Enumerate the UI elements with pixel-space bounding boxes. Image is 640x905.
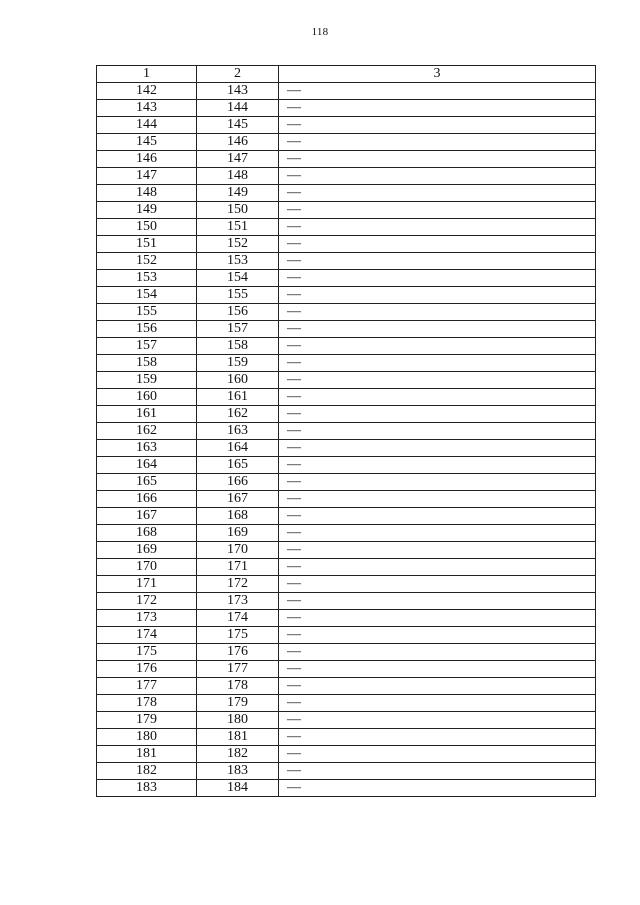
table-cell-col2: 173 xyxy=(197,593,279,610)
table-row xyxy=(97,661,596,678)
table-row xyxy=(97,678,596,695)
table-cell-col3: — xyxy=(279,202,596,219)
table-cell-col2: 161 xyxy=(197,389,279,406)
table-cell-col1: 153 xyxy=(97,270,197,287)
table-cell-col1: 142 xyxy=(97,83,197,100)
table-cell-col2: 175 xyxy=(197,627,279,644)
table-cell-col3: — xyxy=(279,712,596,729)
table-row xyxy=(97,542,596,559)
table-cell-col3: — xyxy=(279,661,596,678)
table-cell-col3: — xyxy=(279,729,596,746)
table-row xyxy=(97,372,596,389)
table-cell-col3: — xyxy=(279,576,596,593)
table-row xyxy=(97,627,596,644)
table-cell-col2: 177 xyxy=(197,661,279,678)
table-row xyxy=(97,763,596,780)
table-cell-col1: 150 xyxy=(97,219,197,236)
table-row xyxy=(97,219,596,236)
table-cell-col2: 156 xyxy=(197,304,279,321)
table-cell-col3: — xyxy=(279,678,596,695)
table-cell-col3: — xyxy=(279,321,596,338)
table-cell-col1: 160 xyxy=(97,389,197,406)
table-cell-col1: 161 xyxy=(97,406,197,423)
table-cell-col3: — xyxy=(279,134,596,151)
table-cell-col3: — xyxy=(279,610,596,627)
table-cell-col2: 153 xyxy=(197,253,279,270)
table-row xyxy=(97,338,596,355)
table-cell-col2: 149 xyxy=(197,185,279,202)
table-row xyxy=(97,559,596,576)
page-number: 118 xyxy=(311,26,329,38)
table-cell-col2: 164 xyxy=(197,440,279,457)
table-cell-col1: 147 xyxy=(97,168,197,185)
table-row xyxy=(97,440,596,457)
table-row xyxy=(97,780,596,797)
table-cell-col2: 154 xyxy=(197,270,279,287)
table-row xyxy=(97,134,596,151)
column-header-1: 1 xyxy=(97,66,197,83)
table-cell-col3: — xyxy=(279,185,596,202)
table-cell-col3: — xyxy=(279,746,596,763)
table-row xyxy=(97,695,596,712)
table-cell-col3: — xyxy=(279,644,596,661)
table-row xyxy=(97,525,596,542)
table-cell-col2: 155 xyxy=(197,287,279,304)
column-header-3: 3 xyxy=(279,66,596,83)
header-row xyxy=(97,66,596,83)
table-row xyxy=(97,168,596,185)
table-cell-col3: — xyxy=(279,355,596,372)
table-row xyxy=(97,100,596,117)
table-cell-col2: 181 xyxy=(197,729,279,746)
table-cell-col1: 145 xyxy=(97,134,197,151)
table-cell-col1: 165 xyxy=(97,474,197,491)
column-header-2: 2 xyxy=(197,66,279,83)
table-row xyxy=(97,389,596,406)
table-cell-col2: 143 xyxy=(197,83,279,100)
table-cell-col3: — xyxy=(279,593,596,610)
table-cell-col1: 162 xyxy=(97,423,197,440)
table-cell-col1: 177 xyxy=(97,678,197,695)
table-cell-col1: 183 xyxy=(97,780,197,797)
table-cell-col3: — xyxy=(279,168,596,185)
table-cell-col1: 152 xyxy=(97,253,197,270)
table-cell-col1: 172 xyxy=(97,593,197,610)
table-row xyxy=(97,508,596,525)
table-cell-col2: 146 xyxy=(197,134,279,151)
table-row xyxy=(97,185,596,202)
table-row xyxy=(97,423,596,440)
table-cell-col3: — xyxy=(279,491,596,508)
table-cell-col2: 182 xyxy=(197,746,279,763)
table-cell-col1: 181 xyxy=(97,746,197,763)
table-cell-col2: 179 xyxy=(197,695,279,712)
table-row xyxy=(97,474,596,491)
table-cell-col2: 157 xyxy=(197,321,279,338)
table-cell-col1: 180 xyxy=(97,729,197,746)
table-row xyxy=(97,83,596,100)
table-cell-col3: — xyxy=(279,559,596,576)
table-cell-col3: — xyxy=(279,372,596,389)
table-cell-col1: 175 xyxy=(97,644,197,661)
table-row xyxy=(97,117,596,134)
table-cell-col3: — xyxy=(279,100,596,117)
table-row xyxy=(97,287,596,304)
table-row xyxy=(97,491,596,508)
table-cell-col1: 182 xyxy=(97,763,197,780)
data-table xyxy=(96,65,596,797)
table-cell-col2: 144 xyxy=(197,100,279,117)
table-cell-col3: — xyxy=(279,219,596,236)
table-row xyxy=(97,593,596,610)
table-cell-col3: — xyxy=(279,406,596,423)
table-cell-col3: — xyxy=(279,474,596,491)
table-cell-col3: — xyxy=(279,338,596,355)
table-cell-col1: 143 xyxy=(97,100,197,117)
table-row xyxy=(97,304,596,321)
table-cell-col3: — xyxy=(279,389,596,406)
table-cell-col3: — xyxy=(279,508,596,525)
table-row xyxy=(97,746,596,763)
table-cell-col3: — xyxy=(279,83,596,100)
table-row xyxy=(97,729,596,746)
table-cell-col3: — xyxy=(279,763,596,780)
table-cell-col2: 169 xyxy=(197,525,279,542)
table-cell-col3: — xyxy=(279,287,596,304)
table-cell-col2: 152 xyxy=(197,236,279,253)
table-cell-col1: 163 xyxy=(97,440,197,457)
table-cell-col2: 160 xyxy=(197,372,279,389)
table-cell-col3: — xyxy=(279,304,596,321)
table-header xyxy=(97,66,596,83)
table-body xyxy=(97,83,596,797)
table-cell-col1: 155 xyxy=(97,304,197,321)
table-cell-col1: 166 xyxy=(97,491,197,508)
table-row xyxy=(97,151,596,168)
table-cell-col1: 178 xyxy=(97,695,197,712)
table-cell-col2: 184 xyxy=(197,780,279,797)
table-cell-col1: 173 xyxy=(97,610,197,627)
table-cell-col2: 145 xyxy=(197,117,279,134)
table-row xyxy=(97,253,596,270)
table-cell-col2: 168 xyxy=(197,508,279,525)
table-cell-col1: 167 xyxy=(97,508,197,525)
table-cell-col1: 149 xyxy=(97,202,197,219)
table-cell-col2: 178 xyxy=(197,678,279,695)
table-row xyxy=(97,236,596,253)
table-cell-col2: 165 xyxy=(197,457,279,474)
table-cell-col3: — xyxy=(279,780,596,797)
table-cell-col2: 176 xyxy=(197,644,279,661)
table-cell-col1: 146 xyxy=(97,151,197,168)
table-row xyxy=(97,576,596,593)
table-cell-col2: 183 xyxy=(197,763,279,780)
table-cell-col3: — xyxy=(279,117,596,134)
table-cell-col2: 159 xyxy=(197,355,279,372)
table-row xyxy=(97,610,596,627)
table-cell-col3: — xyxy=(279,525,596,542)
table-cell-col1: 156 xyxy=(97,321,197,338)
table-cell-col2: 162 xyxy=(197,406,279,423)
table-cell-col3: — xyxy=(279,151,596,168)
table-cell-col1: 144 xyxy=(97,117,197,134)
table-cell-col2: 147 xyxy=(197,151,279,168)
table-cell-col1: 174 xyxy=(97,627,197,644)
table-cell-col2: 180 xyxy=(197,712,279,729)
table-cell-col2: 171 xyxy=(197,559,279,576)
table-cell-col2: 163 xyxy=(197,423,279,440)
table-cell-col2: 150 xyxy=(197,202,279,219)
table-cell-col1: 158 xyxy=(97,355,197,372)
table-cell-col3: — xyxy=(279,457,596,474)
table-cell-col1: 159 xyxy=(97,372,197,389)
table-cell-col1: 168 xyxy=(97,525,197,542)
table-cell-col3: — xyxy=(279,542,596,559)
table-cell-col2: 172 xyxy=(197,576,279,593)
table-cell-col3: — xyxy=(279,695,596,712)
table-cell-col3: — xyxy=(279,270,596,287)
table-cell-col2: 167 xyxy=(197,491,279,508)
table-cell-col3: — xyxy=(279,423,596,440)
table-cell-col1: 171 xyxy=(97,576,197,593)
table-cell-col1: 179 xyxy=(97,712,197,729)
table-row xyxy=(97,644,596,661)
table-cell-col1: 154 xyxy=(97,287,197,304)
table-row xyxy=(97,712,596,729)
table-row xyxy=(97,457,596,474)
table-row xyxy=(97,270,596,287)
table-cell-col3: — xyxy=(279,253,596,270)
table-cell-col3: — xyxy=(279,627,596,644)
table-cell-col1: 170 xyxy=(97,559,197,576)
table-cell-col2: 174 xyxy=(197,610,279,627)
table-cell-col1: 151 xyxy=(97,236,197,253)
table-row xyxy=(97,406,596,423)
table-cell-col3: — xyxy=(279,236,596,253)
table-cell-col1: 157 xyxy=(97,338,197,355)
table-cell-col2: 170 xyxy=(197,542,279,559)
table-cell-col1: 164 xyxy=(97,457,197,474)
table-cell-col3: — xyxy=(279,440,596,457)
table-row xyxy=(97,321,596,338)
table-cell-col1: 148 xyxy=(97,185,197,202)
table-cell-col2: 148 xyxy=(197,168,279,185)
table-cell-col2: 166 xyxy=(197,474,279,491)
table-row xyxy=(97,202,596,219)
table-cell-col2: 158 xyxy=(197,338,279,355)
table-cell-col2: 151 xyxy=(197,219,279,236)
table-cell-col1: 169 xyxy=(97,542,197,559)
table-row xyxy=(97,355,596,372)
table-cell-col1: 176 xyxy=(97,661,197,678)
